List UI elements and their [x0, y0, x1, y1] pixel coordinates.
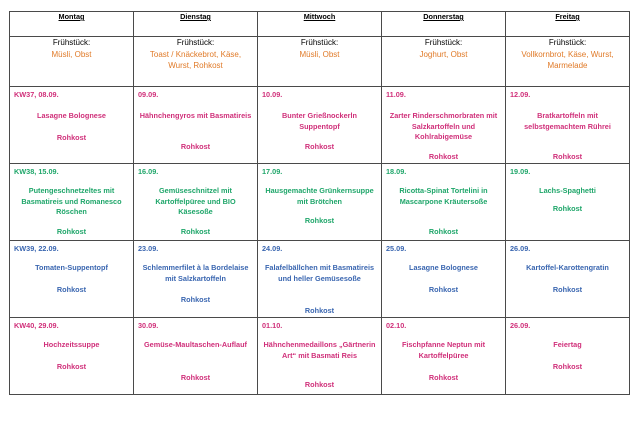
meal-date: 26.09.	[510, 321, 531, 330]
fruehstueck-items: Müsli, Obst	[51, 49, 92, 59]
meal-dish: Fischpfanne Neptun mit Kartoffelpüree	[401, 340, 486, 360]
meal-dish: Hochzeitssuppe	[43, 340, 100, 349]
meal-cell	[10, 318, 134, 395]
rohkost-label: Rohkost	[428, 152, 459, 161]
rohkost-label: Rohkost	[304, 380, 335, 389]
meal-cell	[10, 164, 134, 241]
rohkost-label: Rohkost	[552, 152, 583, 161]
meal-dish: Feiertag	[553, 340, 582, 349]
meal-cell	[506, 164, 630, 241]
day-header-donnerstag: Donnerstag	[382, 12, 506, 37]
meal-dish: Hähnchengyros mit Basmatireis	[139, 111, 252, 120]
meal-dish: Schlemmerfilet à la Bordelaise mit Salzkartoffeln	[142, 263, 249, 283]
fruehstueck-items: Müsli, Obst	[299, 49, 340, 59]
week-row-kw39	[10, 241, 630, 318]
rohkost-label: Rohkost	[552, 204, 583, 213]
meal-cell	[382, 318, 506, 395]
rohkost-label: Rohkost	[428, 285, 459, 294]
rohkost-label: Rohkost	[56, 362, 87, 371]
rohkost-label: Rohkost	[304, 306, 335, 315]
meal-date: 02.10.	[386, 321, 407, 330]
rohkost-label: Rohkost	[56, 133, 87, 142]
meal-dish: Hähnchenmedaillons „Gärtnerin Art“ mit Basmati Reis	[263, 340, 376, 360]
meal-date: 12.09.	[510, 90, 531, 99]
fruehstueck-cell-montag	[10, 37, 134, 87]
fruehstueck-label: Frühstück:	[424, 38, 463, 47]
fruehstueck-items: Joghurt, Obst	[419, 49, 468, 59]
rohkost-label: Rohkost	[428, 227, 459, 236]
meal-dish: Falafelbällchen mit Basmatireis und heller Gemüsesoße	[264, 263, 375, 283]
week-row-kw37	[10, 87, 630, 164]
meal-date: 10.09.	[262, 90, 283, 99]
week-row-kw40	[10, 318, 630, 395]
meal-date: 25.09.	[386, 244, 407, 253]
meal-date: 23.09.	[138, 244, 159, 253]
fruehstueck-label: Frühstück:	[300, 38, 339, 47]
day-header-montag: Montag	[10, 12, 134, 37]
meal-date: 11.09.	[386, 90, 406, 99]
day-header-dienstag: Dienstag	[134, 12, 258, 37]
fruehstueck-cell-mittwoch	[258, 37, 382, 87]
rohkost-label: Rohkost	[552, 285, 583, 294]
meal-date: 24.09.	[262, 244, 283, 253]
meal-dish: Lachs-Spaghetti	[539, 186, 596, 195]
meal-cell	[258, 87, 382, 164]
meal-date: 26.09.	[510, 244, 531, 253]
meal-cell	[134, 318, 258, 395]
rohkost-label: Rohkost	[304, 142, 335, 151]
meal-dish: Hausgemachte Grünkernsuppe mit Brötchen	[265, 186, 374, 206]
rohkost-label: Rohkost	[552, 362, 583, 371]
meal-dish: Tomaten-Suppentopf	[35, 263, 108, 272]
meal-dish: Gemüse-Maultaschen-Auflauf	[144, 340, 247, 349]
meal-cell	[134, 164, 258, 241]
rohkost-label: Rohkost	[56, 285, 87, 294]
rohkost-label: Rohkost	[304, 216, 335, 225]
rohkost-label: Rohkost	[180, 227, 211, 236]
meal-dish: Bunter Grießnockerln Suppentopf	[281, 111, 357, 131]
meal-date: 19.09.	[510, 167, 531, 176]
meal-dish: Kartoffel-Karottengratin	[526, 263, 609, 272]
fruehstueck-cell-donnerstag	[382, 37, 506, 87]
meal-dish: Ricotta-Spinat Tortelini in Mascarpone Kräutersoße	[399, 186, 488, 206]
week-row-kw38	[10, 164, 630, 241]
meal-date: 09.09.	[138, 90, 159, 99]
fruehstueck-items: Vollkornbrot, Käse, Wurst, Marmelade	[521, 49, 614, 71]
menu-plan-table	[9, 11, 630, 395]
meal-dish: Zarter Rinderschmorbraten mit Salzkartoffeln und Kohlrabigemüse	[389, 111, 498, 142]
rohkost-label: Rohkost	[180, 295, 211, 304]
meal-dish: Lasagne Bolognese	[409, 263, 478, 272]
meal-date: KW38, 15.09.	[14, 167, 59, 176]
meal-cell	[134, 87, 258, 164]
rohkost-label: Rohkost	[180, 142, 211, 151]
rohkost-label: Rohkost	[428, 373, 459, 382]
meal-date: 18.09.	[386, 167, 407, 176]
rohkost-label: Rohkost	[180, 373, 211, 382]
meal-cell	[382, 241, 506, 318]
fruehstueck-row	[10, 37, 630, 87]
meal-cell	[506, 318, 630, 395]
fruehstueck-label: Frühstück:	[52, 38, 91, 47]
meal-date: KW37, 08.09.	[14, 90, 59, 99]
day-header-mittwoch: Mittwoch	[258, 12, 382, 37]
meal-cell	[258, 164, 382, 241]
meal-cell	[134, 241, 258, 318]
day-header-freitag: Freitag	[506, 12, 630, 37]
meal-cell	[506, 87, 630, 164]
rohkost-label: Rohkost	[56, 227, 87, 236]
meal-cell	[258, 241, 382, 318]
meal-dish: Lasagne Bolognese	[37, 111, 106, 120]
fruehstueck-label: Frühstück:	[176, 38, 215, 47]
meal-cell	[258, 318, 382, 395]
day-header-row	[10, 12, 630, 37]
meal-cell	[382, 87, 506, 164]
fruehstueck-items: Toast / Knäckebrot, Käse, Wurst, Rohkost	[149, 49, 242, 71]
meal-date: KW39, 22.09.	[14, 244, 59, 253]
meal-dish: Bratkartoffeln mit selbstgemachtem Rührei	[524, 111, 611, 131]
meal-cell	[10, 87, 134, 164]
fruehstueck-cell-freitag	[506, 37, 630, 87]
fruehstueck-label: Frühstück:	[548, 38, 587, 47]
meal-cell	[506, 241, 630, 318]
fruehstueck-cell-dienstag	[134, 37, 258, 87]
meal-cell	[382, 164, 506, 241]
meal-dish: Putengeschnetzeltes mit Basmatireis und Romanesco Röschen	[21, 186, 122, 217]
meal-date: KW40, 29.09.	[14, 321, 59, 330]
meal-dish: Gemüseschnitzel mit Kartoffelpüree und BIO Käsesoße	[155, 186, 236, 217]
meal-date: 30.09.	[138, 321, 159, 330]
meal-cell	[10, 241, 134, 318]
meal-date: 17.09.	[262, 167, 283, 176]
meal-date: 01.10.	[262, 321, 283, 330]
meal-date: 16.09.	[138, 167, 159, 176]
